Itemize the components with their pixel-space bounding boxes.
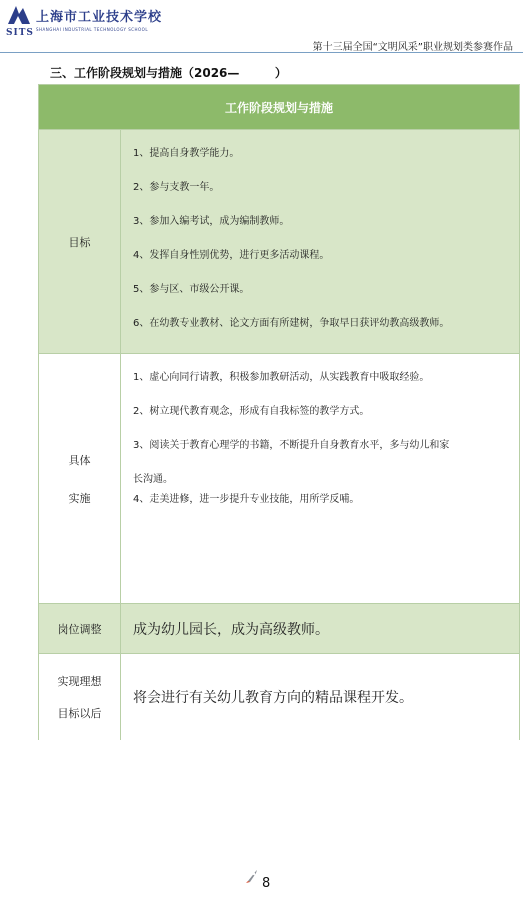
implementation-label-line2: 实施 <box>68 491 91 505</box>
plan-table <box>38 84 520 740</box>
section-title-text: 三、工作阶段规划与措施（2026— <box>50 66 240 80</box>
implementation-item: 3、阅读关于教育心理学的书籍，不断提升自身教育水平，多与幼儿和家 <box>133 440 450 451</box>
future-content: 将会进行有关幼儿教育方向的精品课程开发。 <box>133 690 413 706</box>
section-title <box>50 64 287 81</box>
implementation-label-line1: 具体 <box>68 453 91 467</box>
implementation-item: 2、树立现代教育观念，形成有自我标签的教学方式。 <box>133 406 370 417</box>
goal-content <box>121 130 519 353</box>
future-row <box>38 654 520 740</box>
future-label-line2: 目标以后 <box>57 707 102 720</box>
implementation-content <box>121 354 519 603</box>
goal-list <box>133 147 519 351</box>
school-name-english: SHANGHAI INDUSTRIAL TECHNOLOGY SCHOOL <box>36 27 149 32</box>
implementation-row <box>38 354 520 604</box>
goal-row <box>38 130 520 354</box>
implementation-item: 1、虚心向同行请教，积极参加教研活动，从实践教育中吸取经验。 <box>133 372 430 383</box>
goal-item: 3、参加入编考试，成为编制教师。 <box>133 216 290 227</box>
school-logo-icon <box>6 2 32 28</box>
goal-item: 5、参与区、市级公开课。 <box>133 284 250 295</box>
goal-label: 目标 <box>39 130 121 353</box>
school-name: 上海市工业技术学校 <box>36 10 163 25</box>
implementation-label <box>39 354 121 603</box>
goal-item: 2、参与支教一年。 <box>133 182 220 193</box>
implementation-item: 4、走美进修，进一步提升专业技能，用所学反哺。 <box>133 494 360 505</box>
goal-item: 6、在幼教专业教材、论文方面有所建树，争取早日获评幼教高级教师。 <box>133 318 450 329</box>
competition-title: 第十三届全国“文明风采”职业规划类参赛作品 <box>312 42 513 53</box>
page-footer <box>0 876 523 896</box>
page-header <box>0 0 523 58</box>
future-label-line1: 实现理想 <box>57 675 102 688</box>
goal-item: 4、发挥自身性别优势，进行更多活动课程。 <box>133 250 330 261</box>
position-content: 成为幼儿园长，成为高级教师。 <box>133 621 329 638</box>
page-number: 8 <box>262 876 271 891</box>
goal-item: 1、提高自身教学能力。 <box>133 148 240 159</box>
position-row <box>38 604 520 654</box>
section-title-gap <box>241 66 274 80</box>
header-divider <box>0 52 523 53</box>
implementation-item-continuation: 长沟通。 <box>133 474 173 485</box>
implementation-list <box>133 371 513 507</box>
position-label: 岗位调整 <box>39 604 121 653</box>
rocket-icon <box>245 868 259 884</box>
school-abbreviation: SITS <box>6 28 34 38</box>
section-title-end: ） <box>274 66 287 80</box>
future-label <box>39 654 121 740</box>
table-title: 工作阶段规划与措施 <box>38 84 520 130</box>
